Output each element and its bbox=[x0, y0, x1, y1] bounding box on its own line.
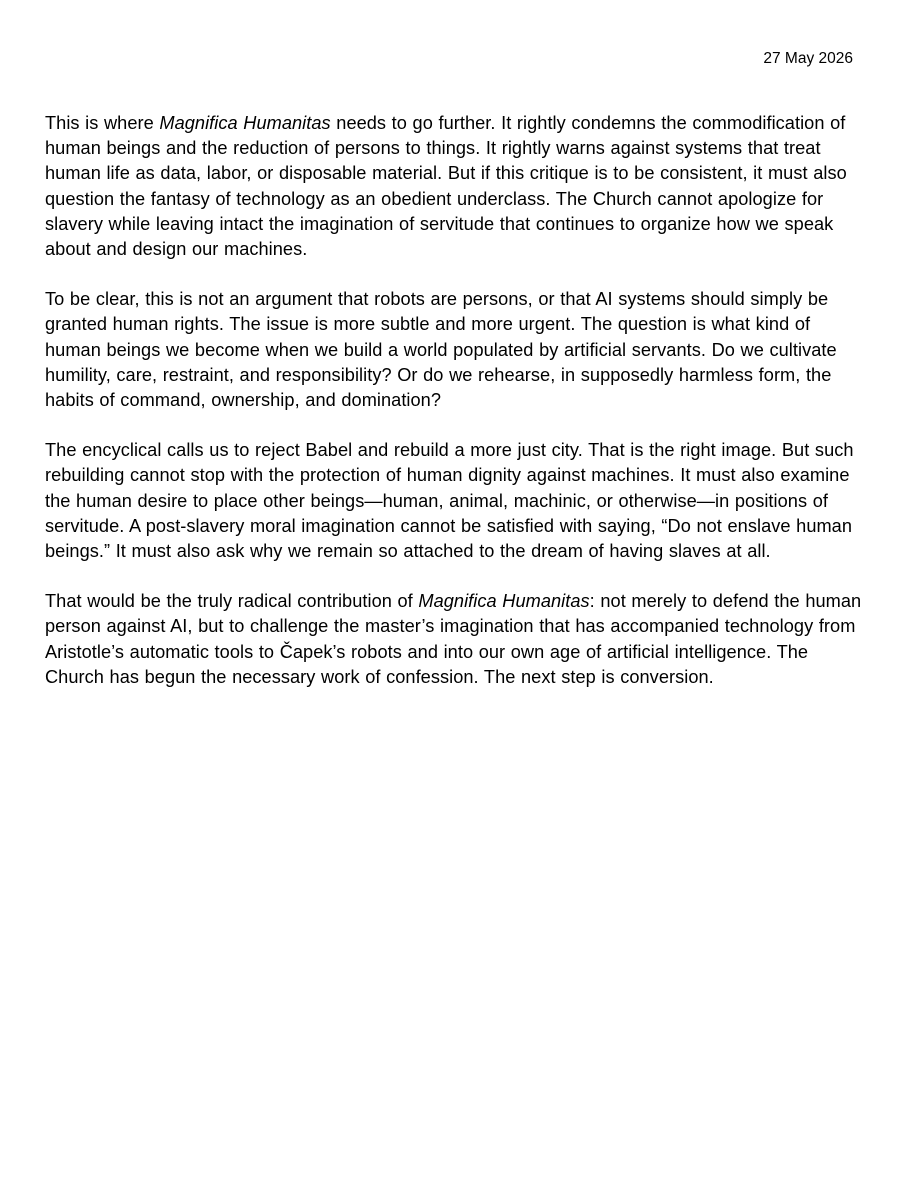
paragraph-text: needs to go further. It rightly condemns the commodification of human beings and the reduction of persons to things. It rightly warns against systems that treat human life as data, labor, or disposable material. But if this critique is to be consistent, it must also question the fantasy of technology as an obedient underclass. The Church cannot apologize for slavery while leaving intact the imagination of servitude that continues to organize how we speak about and design our machines. bbox=[45, 113, 847, 260]
paragraph-2 bbox=[45, 287, 865, 413]
paragraph-text: : not merely to defend the human person against AI, but to challenge the master’s imagination that has accompanied technology from Aristotle’s automatic tools to Čapek’s robots and into our own age of artificial intelligence. The Church has begun the necessary work of confession. The next step is conversion. bbox=[45, 591, 862, 687]
document-date: 27 May 2026 bbox=[763, 50, 853, 67]
document-body bbox=[45, 111, 865, 715]
paragraph-1 bbox=[45, 111, 865, 262]
paragraph-4 bbox=[45, 589, 865, 690]
paragraph-3 bbox=[45, 438, 865, 564]
encyclical-title-italic: Magnifica Humanitas bbox=[418, 591, 590, 612]
encyclical-title-italic: Magnifica Humanitas bbox=[159, 113, 331, 133]
paragraph-text: The encyclical calls us to reject Babel and rebuild a more just city. That is the right image. But such rebuilding cannot stop with the protection of human dignity against machines. It must also examine the human desire to place other beings—human, animal, machinic, or otherwise—in positions of servitude. A post-slavery moral imagination cannot be satisfied with saying, “Do not enslave human beings.” It must also ask why we remain so attached to the dream of having slaves at all. bbox=[45, 440, 854, 562]
paragraph-text: To be clear, this is not an argument that robots are persons, or that AI systems should simply be granted human rights. The issue is more subtle and more urgent. The question is what kind of human beings we become when we build a world populated by artificial servants. Do we cultivate humility, care, restraint, and responsibility? Or do we rehearse, in supposedly harmless form, the habits of command, ownership, and domination? bbox=[45, 289, 837, 411]
paragraph-text: This is where bbox=[45, 113, 160, 133]
paragraph-text: That would be the truly radical contribution of bbox=[45, 591, 419, 612]
